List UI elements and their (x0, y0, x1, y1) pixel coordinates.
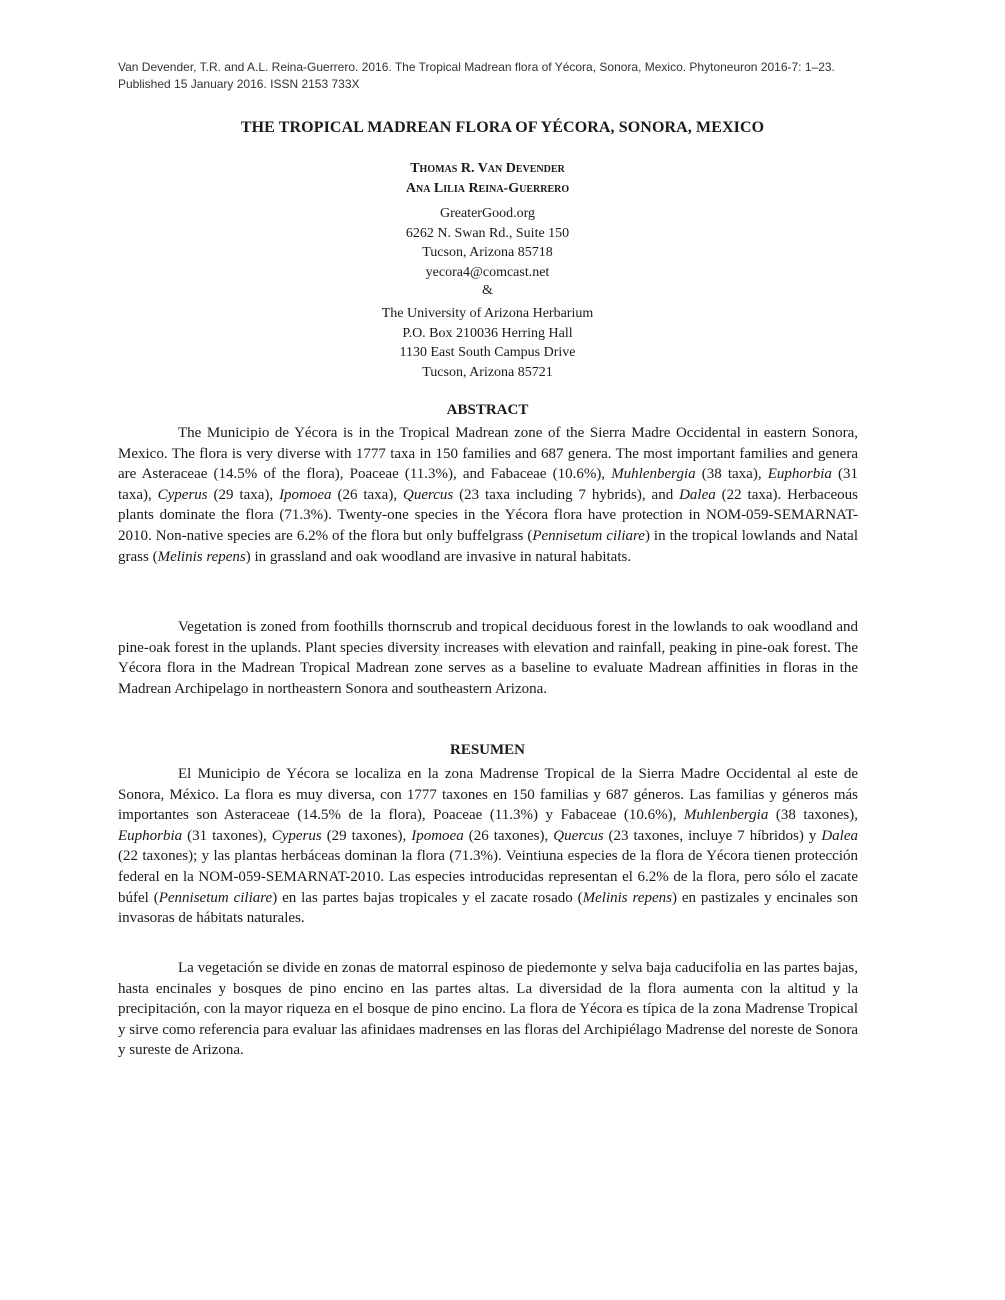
text-run: ) en pastizales y encinales son invasoras de hábitats naturales. (118, 889, 858, 927)
affiliation-line: Tucson, Arizona 85718 (422, 245, 553, 260)
affiliation-separator: & (482, 283, 493, 298)
species-name: Pennisetum ciliare (532, 527, 645, 544)
abstract-paragraph (118, 423, 858, 567)
citation-header: Van Devender, T.R. and A.L. Reina-Guerrero. 2016. The Tropical Madrean flora of Yécora, Sonora, Mexico. Phytoneuron 2016-7: 1–23. Published 15 January 2016. ISSN 2153 733X (118, 60, 835, 91)
genus-name: Euphorbia (118, 827, 183, 844)
text-run: (29 taxones), (321, 827, 412, 844)
genus-name: Muhlenbergia (611, 466, 696, 483)
text-run: El Municipio de Yécora se localiza en la zona Madrense Tropical de la Sierra Madre Occidental al este de Sonora, México. La flora es muy diversa, con 1777 taxones en 150 familias y 687 géneros. Las familias y géneros más importantes son Asteraceae (14.5% de la flora), Poaceae (11.3%) y Fabaceae (10.6%), (118, 766, 858, 824)
text-run: The Municipio de Yécora is in the Tropical Madrean zone of the Sierra Madre Occidental in eastern Sonora, Mexico. The flora is very diverse with 1777 taxa in 150 families and 687 genera. The most important families and genera are Asteraceae (14.5% of the flora), Poaceae (11.3%), and Fabaceae (10.6%), (118, 425, 858, 483)
genus-name: Euphorbia (767, 466, 832, 483)
text-run: (31 taxa), (118, 466, 859, 503)
genus-name: Muhlenbergia (683, 807, 769, 824)
text-run: (31 taxones), (182, 827, 272, 844)
abstract-paragraph: Vegetation is zoned from foothills thornscrub and tropical deciduous forest in the lowlands to oak woodland and pine-oak forest in the uplands. Plant species diversity increases with elevation and rainfall, peaking in pine-oak forest. The Yécora flora in the Madrean Tropical Madrean zone serves as a baseline to evaluate Madrean affinities in floras in the Madrean Archipelago in northeastern Sonora and southeastern Arizona. (118, 619, 858, 697)
text-run: (38 taxones), (768, 807, 858, 824)
author-name: Thomas R. Van Devender (410, 161, 565, 176)
text-run: (26 taxones), (463, 827, 554, 844)
author-name: Ana Lilia Reina-Guerrero (405, 181, 570, 196)
species-name: Melinis repens (157, 548, 246, 565)
text-run: ) en las partes bajas tropicales y el zacate rosado ( (272, 889, 583, 906)
affiliation-line: 1130 East South Campus Drive (399, 345, 576, 360)
text-run: (23 taxones, incluye 7 híbridos) y (603, 827, 822, 844)
genus-name: Cyperus (271, 827, 322, 844)
affiliation-line: P.O. Box 210036 Herring Hall (402, 325, 573, 341)
genus-name: Dalea (679, 486, 716, 503)
species-name: Melinis repens (582, 889, 672, 906)
genus-name: Dalea (821, 827, 859, 844)
author-list (0, 159, 975, 199)
resumen-paragraph: La vegetación se divide en zonas de matorral espinoso de piedemonte y selva baja caducifolia en las partes bajas, hasta encinales y bosques de pino encino en las partes altas. La diversidad de la flora aumenta con la altitud y la precipitación, con la mayor riqueza en el bosque de pino encino. La flora de Yécora es típica de la zona Madrense Tropical y sirve como referencia para evaluar las afinidaes madrenses en las floras del Archipiélago Madrense del noreste de Sonora y sureste de Arizona. (118, 960, 858, 1059)
text-run: ) in grassland and oak woodland are invasive in natural habitats. (245, 548, 632, 565)
affiliation-line: Tucson, Arizona 85721 (422, 364, 553, 380)
affiliation-block (0, 204, 975, 282)
resumen-heading: RESUMEN (449, 742, 525, 758)
text-run: (29 taxa), (207, 486, 280, 503)
text-run: (38 taxa), (695, 466, 768, 483)
text-run: (22 taxones); y las plantas herbáceas dominan la flora (71.3%). Veintiuna especies de la flora de Yécora tienen protección federal en la NOM-059-SEMARNAT-2010. Las especies introducidas representan el 6.2% de la flora, pero sólo el zacate búfel ( (118, 848, 858, 906)
affiliation-block (0, 304, 975, 382)
species-name: Pennisetum ciliare (158, 889, 273, 906)
affiliation-line: 6262 N. Swan Rd., Suite 150 (405, 225, 570, 241)
text-run: (26 taxa), (331, 486, 403, 503)
affiliation-line: The University of Arizona Herbarium (381, 306, 594, 321)
paper-title: THE TROPICAL MADREAN FLORA OF YÉCORA, SONORA, MEXICO (240, 119, 765, 136)
text-run: (22 taxa). Herbaceous plants dominate the flora (71.3%). Twenty-one species in the Yécora flora have protection in NOM-059-SEMARNAT-2010. Non-native species are 6.2% of the flora but only buffelgrass ( (118, 486, 858, 544)
author-email[interactable]: yecora4@comcast.net (425, 264, 550, 280)
genus-name: Quercus (402, 486, 454, 503)
text-run: (23 taxa including 7 hybrids), and (453, 486, 680, 503)
resumen-paragraph (118, 764, 858, 929)
genus-name: Ipomoea (279, 486, 332, 503)
affiliation-line: GreaterGood.org (440, 206, 535, 221)
text-run: ) in the tropical lowlands and Natal grass ( (118, 527, 858, 565)
abstract-heading: ABSTRACT (446, 402, 529, 418)
genus-name: Ipomoea (411, 827, 464, 844)
genus-name: Cyperus (157, 486, 208, 503)
genus-name: Quercus (553, 827, 604, 844)
